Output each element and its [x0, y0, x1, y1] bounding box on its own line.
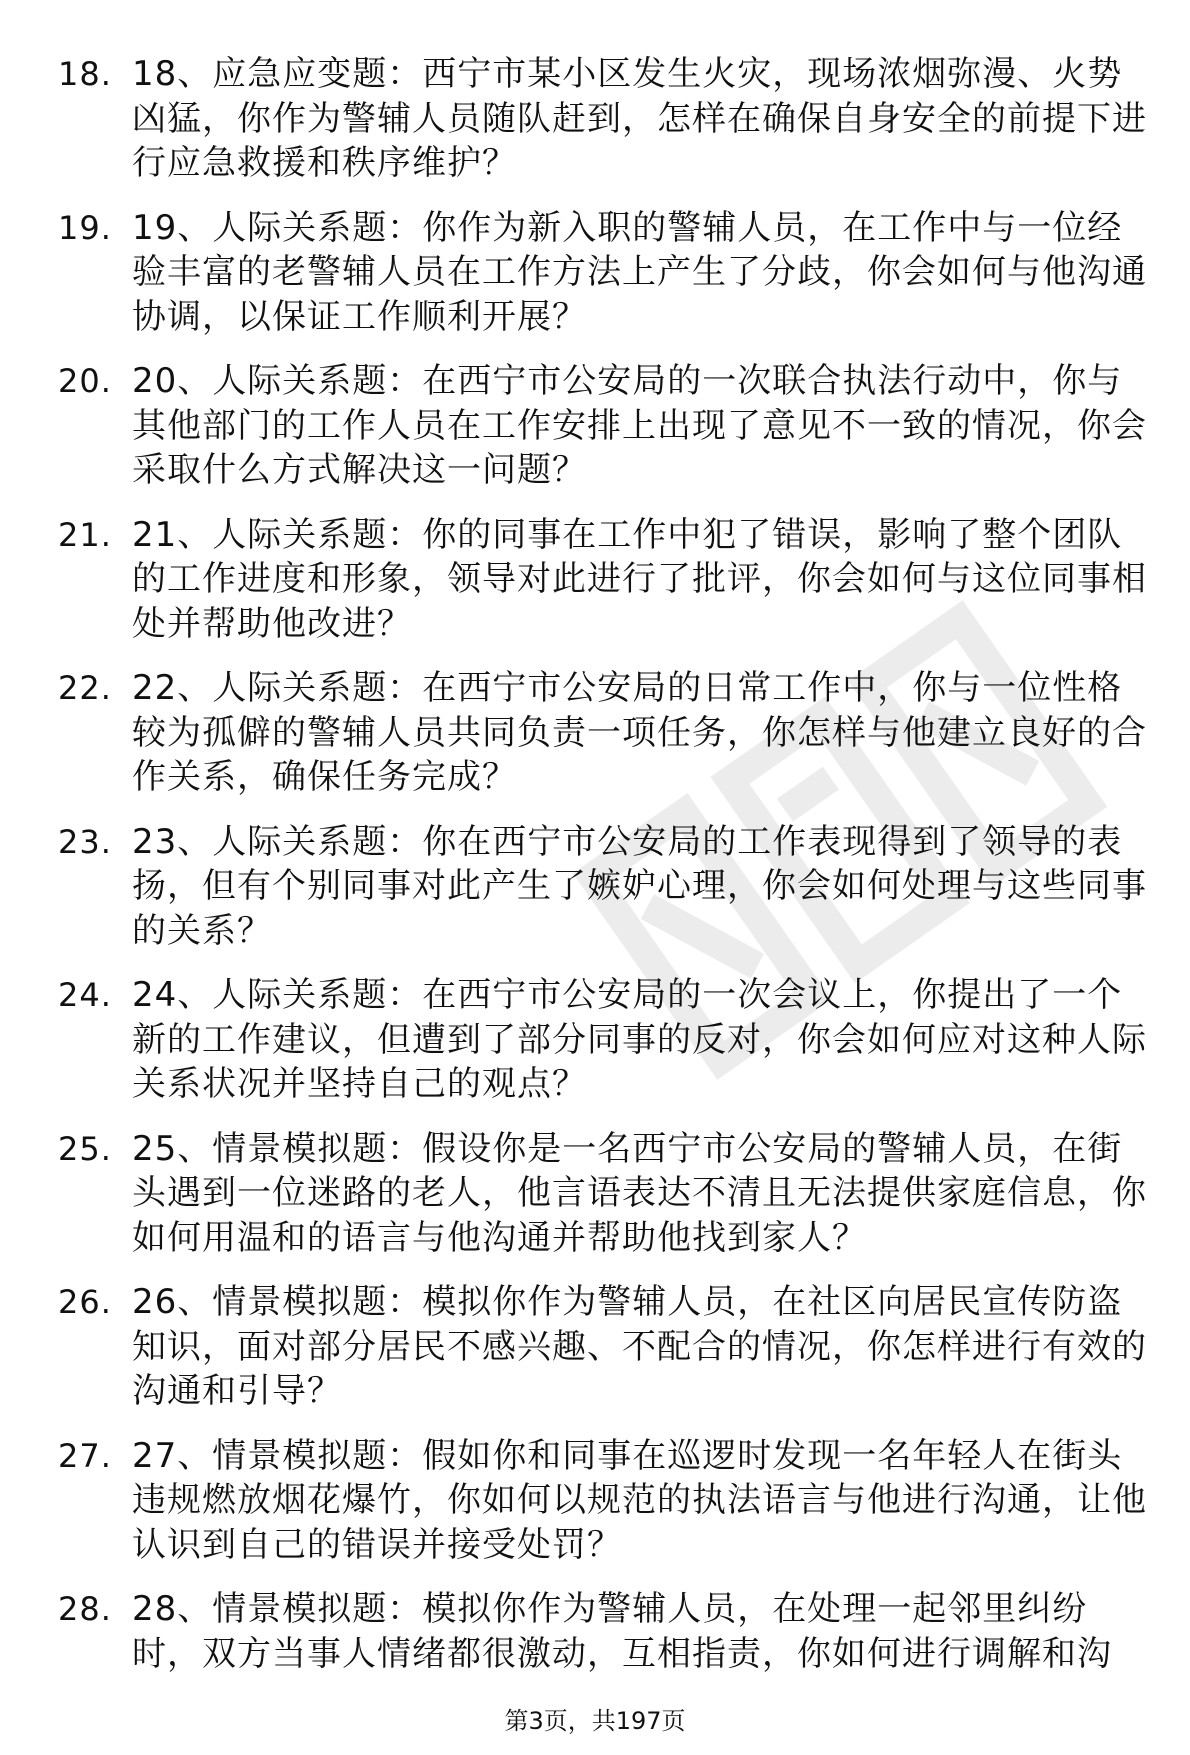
question-item-25 [0, 1127, 1190, 1261]
question-text: 27、情景模拟题：假如你和同事在巡逻时发现一名年轻人在街头违规燃放烟花爆竹，你如何以规范的执法语言与他进行沟通，让他认识到自己的错误并接受处罚？ [132, 1435, 1147, 1565]
page-footer: 第3页，共197页 [504, 1707, 686, 1735]
question-text: 24、人际关系题：在西宁市公安局的一次会议上，你提出了一个新的工作建议，但遭到了部分同事的反对，你会如何应对这种人际关系状况并坚持自己的观点？ [132, 975, 1147, 1104]
question-number: 26. [58, 1283, 112, 1321]
question-number: 25. [58, 1129, 112, 1168]
question-text: 26、情景模拟题：模拟你作为警辅人员，在社区向居民宣传防盗知识，面对部分居民不感兴趣、不配合的情况，你怎样进行有效的沟通和引导？ [132, 1282, 1147, 1411]
question-number: 23. [58, 822, 112, 861]
question-number: 20. [58, 362, 112, 400]
question-number: 19. [58, 208, 112, 247]
question-item-23 [0, 820, 1190, 954]
question-text: 19、人际关系题：你作为新入职的警辅人员，在工作中与一位经验丰富的老警辅人员在工作方法上产生了分歧，你会如何与他沟通协调，以保证工作顺利开展？ [132, 207, 1147, 337]
question-item-28 [0, 1587, 1190, 1676]
question-text: 22、人际关系题：在西宁市公安局的日常工作中，你与一位性格较为孤僻的警辅人员共同负责一项任务，你怎样与他建立良好的合作关系，确保任务完成？ [132, 668, 1147, 797]
question-text: 25、情景模拟题：假设你是一名西宁市公安局的警辅人员，在街头遇到一位迷路的老人，他言语表达不清且无法提供家庭信息，你如何用温和的语言与他沟通并帮助他找到家人？ [132, 1128, 1147, 1258]
question-number: 24. [58, 976, 112, 1014]
question-item-26 [0, 1280, 1190, 1414]
question-text: 21、人际关系题：你的同事在工作中犯了错误，影响了整个团队的工作进度和形象，领导对此进行了批评，你会如何与这位同事相处并帮助他改进？ [132, 514, 1147, 644]
question-number: 22. [58, 669, 112, 707]
question-item-24 [0, 973, 1190, 1107]
question-item-27 [0, 1434, 1190, 1568]
question-number: 28. [58, 1590, 112, 1628]
question-item-18 [0, 52, 1190, 186]
question-text: 20、人际关系题：在西宁市公安局的一次联合执法行动中，你与其他部门的工作人员在工作安排上出现了意见不一致的情况，你会采取什么方式解决这一问题？ [132, 361, 1147, 490]
question-item-20 [0, 359, 1190, 493]
question-number: 27. [58, 1436, 112, 1475]
question-text: 18、应急应变题：西宁市某小区发生火灾，现场浓烟弥漫、火势凶猛，你作为警辅人员随队赶到，怎样在确保自身安全的前提下进行应急救援和秩序维护？ [132, 54, 1147, 183]
question-list [0, 52, 1190, 1696]
question-item-21 [0, 513, 1190, 647]
question-number: 18. [58, 55, 112, 93]
question-text: 28、情景模拟题：模拟你作为警辅人员，在处理一起邻里纠纷时，双方当事人情绪都很激动，互相指责，你如何进行调解和沟 [132, 1589, 1112, 1674]
question-item-19 [0, 206, 1190, 340]
question-text: 23、人际关系题：你在西宁市公安局的工作表现得到了领导的表扬，但有个别同事对此产生了嫉妒心理，你会如何处理与这些同事的关系？ [132, 821, 1147, 951]
question-item-22 [0, 666, 1190, 800]
question-number: 21. [58, 515, 112, 554]
